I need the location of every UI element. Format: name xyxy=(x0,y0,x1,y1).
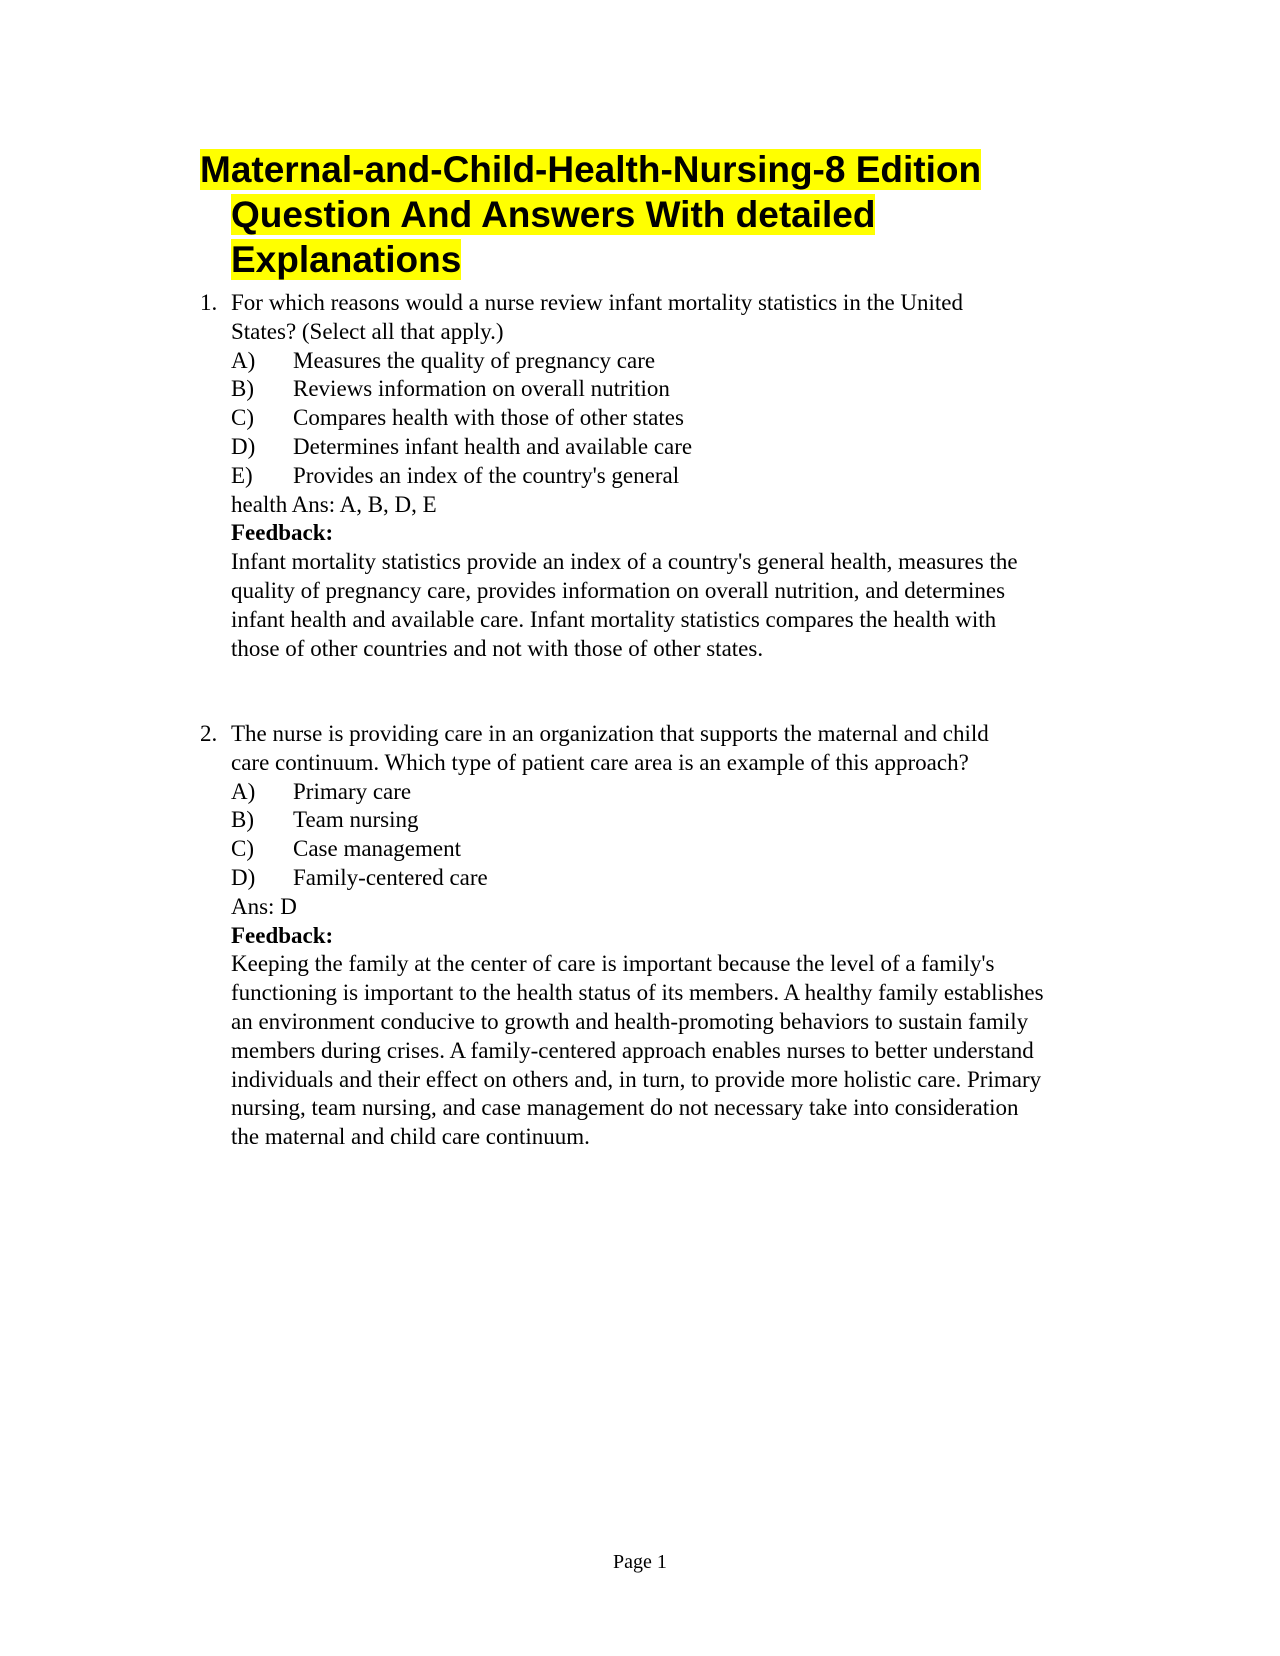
feedback-line: the maternal and child care continuum. xyxy=(231,1124,590,1150)
title-line xyxy=(200,147,1100,192)
feedback-label: Feedback: xyxy=(231,520,334,546)
answer-option xyxy=(200,806,1044,835)
option-text: Reviews information on overall nutrition xyxy=(293,376,670,402)
question-stem-line: States? (Select all that apply.) xyxy=(231,318,504,344)
option-letter: B) xyxy=(231,807,254,833)
answer-option xyxy=(200,778,1044,807)
answer-key: health Ans: A, B, D, E xyxy=(231,491,437,517)
feedback-line: infant health and available care. Infant mortality statistics compares the health with xyxy=(231,606,997,632)
answer-option xyxy=(200,433,1018,462)
title-highlight: Explanations xyxy=(231,239,462,280)
question-stem-text: For which reasons would a nurse review infant mortality statistics in the United xyxy=(231,290,964,315)
feedback-line: nursing, team nursing, and case management do not necessary take into consideration xyxy=(231,1095,1019,1121)
question-number: 2. xyxy=(200,721,218,746)
option-letter: A) xyxy=(231,347,256,373)
option-letter: C) xyxy=(231,405,254,431)
answer-key: Ans: D xyxy=(231,893,297,919)
question-2 xyxy=(200,720,1044,1152)
option-text: Team nursing xyxy=(293,807,419,833)
document-title xyxy=(200,147,1100,282)
option-text: Case management xyxy=(293,836,461,862)
feedback-line: Infant mortality statistics provide an index of a country's general health, measures the xyxy=(231,549,1018,575)
option-text: Provides an index of the country's general xyxy=(293,462,680,488)
answer-option xyxy=(200,864,1044,893)
question-stem-text: The nurse is providing care in an organization that supports the maternal and child xyxy=(231,721,989,746)
answer-option xyxy=(200,404,1018,433)
option-letter: A) xyxy=(231,778,256,804)
option-letter: C) xyxy=(231,836,254,862)
option-letter: D) xyxy=(231,864,256,890)
title-line xyxy=(200,192,1100,237)
feedback-line: an environment conducive to growth and health-promoting behaviors to sustain family xyxy=(231,1008,1029,1034)
option-letter: E) xyxy=(231,462,253,488)
feedback-line: individuals and their effect on others and, in turn, to provide more holistic care. Primary xyxy=(231,1066,1042,1092)
answer-option xyxy=(200,375,1018,404)
feedback-line: quality of pregnancy care, provides information on overall nutrition, and determines xyxy=(231,577,1006,603)
title-line xyxy=(200,237,1100,282)
feedback-label: Feedback: xyxy=(231,922,334,948)
question-stem-line: care continuum. Which type of patient care area is an example of this approach? xyxy=(231,749,969,775)
page-number: Page 1 xyxy=(613,1551,667,1573)
option-text: Primary care xyxy=(293,778,412,804)
option-text: Measures the quality of pregnancy care xyxy=(293,347,656,373)
answer-option xyxy=(200,347,1018,376)
question-1 xyxy=(200,289,1018,663)
page-footer xyxy=(0,1550,1280,1574)
feedback-line: those of other countries and not with those of other states. xyxy=(231,635,764,661)
question-number: 1. xyxy=(200,290,218,315)
option-letter: D) xyxy=(231,433,256,459)
question-stem-line xyxy=(200,720,1044,749)
option-text: Compares health with those of other states xyxy=(293,405,684,431)
answer-option xyxy=(200,462,1018,491)
answer-option xyxy=(200,835,1044,864)
option-letter: B) xyxy=(231,376,254,402)
feedback-line: Keeping the family at the center of care is important because the level of a family's xyxy=(231,951,995,977)
option-text: Determines infant health and available care xyxy=(293,433,693,459)
title-highlight: Question And Answers With detailed xyxy=(231,194,876,235)
feedback-line: members during crises. A family-centered approach enables nurses to better understand xyxy=(231,1037,1034,1063)
title-highlight: Maternal-and-Child-Health-Nursing-8 Edition xyxy=(200,149,982,190)
question-stem-line xyxy=(200,289,1018,318)
feedback-line: functioning is important to the health status of its members. A healthy family establishes xyxy=(231,980,1044,1006)
option-text: Family-centered care xyxy=(293,864,488,890)
